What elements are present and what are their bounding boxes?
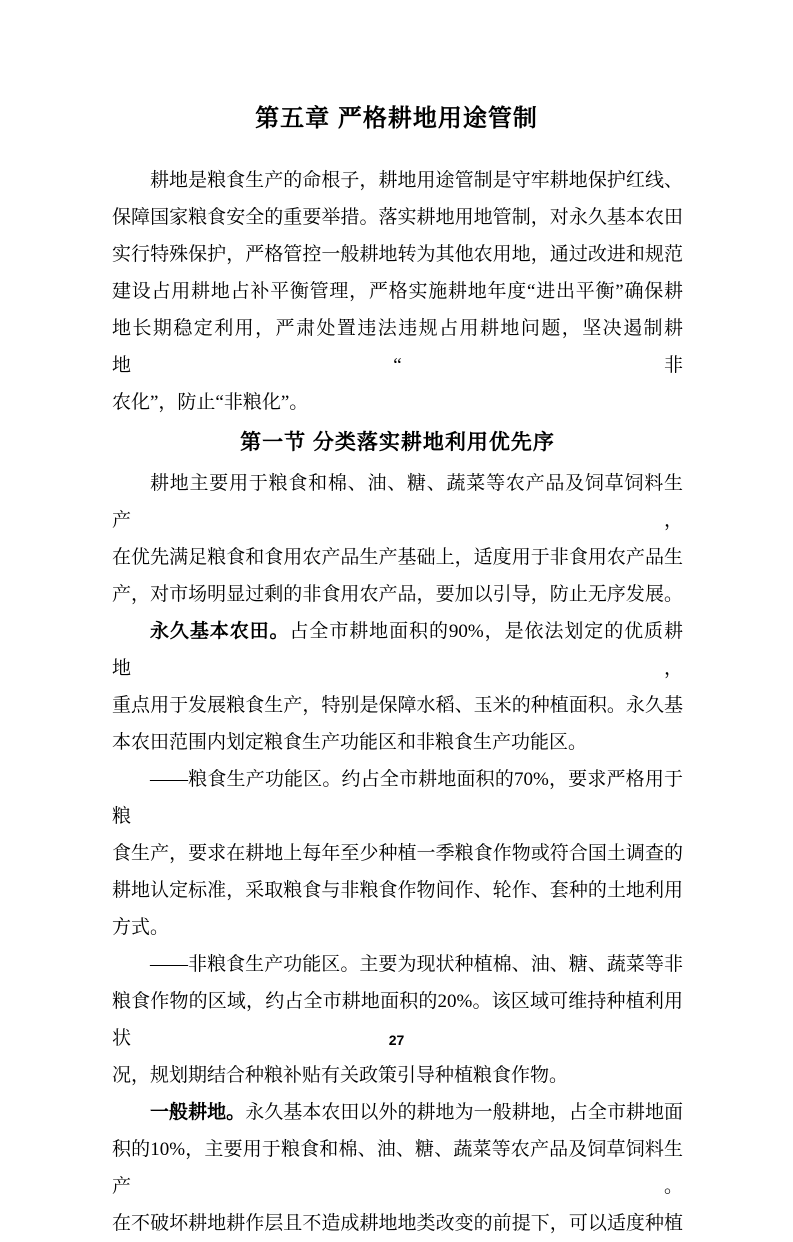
text-line: 保障国家粮食安全的重要举措。落实耕地用地管制，对永久基本农田 [112, 207, 683, 228]
text-line: 食生产，要求在耕地上每年至少种植一季粮食作物或符合国土调查的 [112, 843, 683, 864]
text-line: 在优先满足粮食和食用农产品生产基础上，适度用于非食用农产品生 [112, 547, 683, 568]
text-line: 本农田范围内划定粮食生产功能区和非粮食生产功能区。 [112, 732, 588, 753]
text-line: 况，规划期结合种粮补贴有关政策引导种植粮食作物。 [112, 1065, 569, 1086]
text-line: 方式。 [112, 917, 170, 938]
body-text [112, 162, 683, 1242]
text-line: 粮食作物的区域，约占全市耕地面积的20%。该区域可维持种植利用状 [112, 991, 683, 1049]
text-segment: 占全市耕地面积的90%，是依法划定的优质耕地， [112, 621, 683, 679]
para-chapter-intro [112, 162, 683, 421]
text-line: 耕地认定标准，采取粮食与非粮食作物间作、轮作、套种的土地利用 [112, 880, 683, 901]
section-title: 第一节 分类落实耕地利用优先序 [240, 431, 555, 454]
para-permanent-farmland [112, 613, 683, 761]
para-section-intro [112, 465, 683, 613]
para-grain-production-zone [112, 761, 683, 946]
paragraph-lead: 一般耕地。 [150, 1102, 246, 1123]
text-line: 地长期稳定利用，严肃处置违法违规占用耕地问题，坚决遏制耕地“非 [112, 318, 683, 376]
chapter-title: 第五章 严格耕地用途管制 [255, 105, 538, 132]
text-line: 产，对市场明显过剩的非食用农产品，要加以引导，防止无序发展。 [112, 584, 683, 605]
text-line: 耕地是粮食生产的命根子，耕地用途管制是守牢耕地保护红线、 [150, 170, 683, 191]
text-line: 实行特殊保护，严格管控一般耕地转为其他农用地，通过改进和规范 [112, 244, 683, 265]
page-number: 27 [388, 1032, 405, 1048]
text-line: ——非粮食生产功能区。主要为现状种植棉、油、糖、蔬菜等非 [150, 954, 683, 975]
text-line [112, 1094, 683, 1131]
para-general-farmland [112, 1094, 683, 1242]
text-line [112, 613, 683, 687]
para-non-grain-production-zone [112, 946, 683, 1094]
text-line: 建设占用耕地占补平衡管理，严格实施耕地年度“进出平衡”确保耕 [112, 281, 683, 302]
text-line: 重点用于发展粮食生产，特别是保障水稻、玉米的种植面积。永久基 [112, 695, 683, 716]
text-segment: 永久基本农田以外的耕地为一般耕地，占全市耕地面 [245, 1102, 683, 1123]
text-line: 积的10%，主要用于粮食和棉、油、糖、蔬菜等农产品及饲草饲料生产。 [112, 1139, 683, 1197]
paragraph-lead: 永久基本农田。 [150, 621, 290, 642]
text-line: ——粮食生产功能区。约占全市耕地面积的70%，要求严格用于粮 [112, 769, 683, 827]
text-line: 在不破坏耕地耕作层且不造成耕地地类改变的前提下，可以适度种植 [112, 1213, 683, 1234]
text-line: 耕地主要用于粮食和棉、油、糖、蔬菜等农产品及饲草饲料生产， [112, 473, 683, 531]
text-line: 农化”，防止“非粮化”。 [112, 392, 309, 413]
